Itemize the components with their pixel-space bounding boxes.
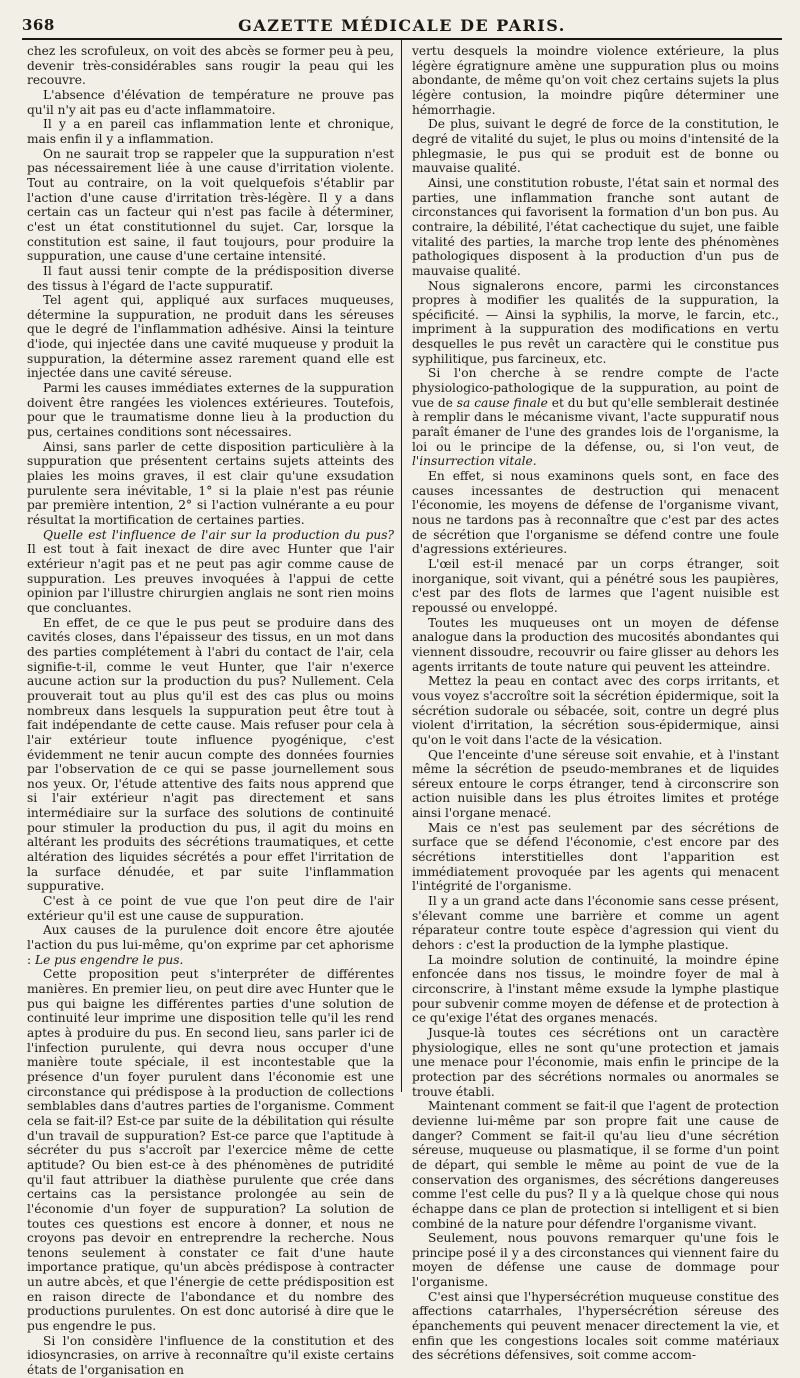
paragraph: Il y a en pareil cas inflammation lente et chronique, mais enfin il y a inflammation. [27,117,394,146]
paragraph: En effet, de ce que le pus peut se produire dans des cavités closes, dans l'épaisseur des tissus, en un mot dans des parties complétement à l'abri du contact de l'air, cela signifie-t-il, comme le veut Hunter, que l'air n'exerce aucune action sur la production du pus? Nullement. Cela prouverait tout au plus qu'il est des cas plus ou moins nombreux dans lesquels la suppuration peut être tout à fait indépendante de cette cause. Mais refuser pour cela à l'air extérieur toute influence pyogénique, c'est évidemment ne tenir aucun compte des données fournies par l'observation de ce qui se passe journellement sous nos yeux. Or, l'étude attentive des faits nous apprend que si l'air extérieur n'agit pas directement et sans intermédiaire sur la surface des solutions de continuité pour stimuler la production du pus, il agit du moins en altérant les produits des sécrétions traumatiques, et cette altération des liquides sécrétés a pour effet l'irritation de la surface dénudée, et par suite l'inflammation suppurative. [27,615,394,894]
paragraph: C'est à ce point de vue que l'on peut dire de l'air extérieur qu'il est une cause de suppuration. [27,894,394,923]
paragraph: vertu desquels la moindre violence extérieure, la plus légère égratignure amène une suppuration plus ou moins abondante, de même qu'on voit chez certains sujets la plus légère contusion, la moindre piqûre déterminer une hémorrhagie. [412,44,779,117]
paragraph: Tel agent qui, appliqué aux surfaces muqueuses, détermine la suppuration, ne produit dans les séreuses que le degré de l'inflammation adhésive. Ainsi la teinture d'iode, qui injectée dans une cavité muqueuse y produit la suppuration, la détermine assez rarement quand elle est injectée dans une cavité séreuse. [27,293,394,381]
paragraph: Seulement, nous pouvons remarquer qu'une fois le principe posé il y a des circonstances qui viennent faire du moyen de défense une cause de dommage pour l'organisme. [412,1231,779,1290]
paragraph: De plus, suivant le degré de force de la constitution, le degré de vitalité du sujet, le plus ou moins d'intensité de la phlegmasie, le pus qui se produit est de bonne ou mauvaise qualité. [412,117,779,176]
page-header [22,8,782,38]
paragraph: Jusque-là toutes ces sécrétions ont un caractère physiologique, elles ne sont qu'une protection et jamais une menace pour l'économie, mais enfin le principe de la protection par des sécrétions normales ou anormales se trouve établi. [412,1025,779,1099]
page-number: 368 [22,16,55,34]
paragraph: L'absence d'élévation de température ne prouve pas qu'il n'y ait pas eu d'acte inflammatoire. [27,87,394,117]
paragraph: L'œil est-il menacé par un corps étranger, soit inorganique, soit vivant, qui a pénétré sous les paupières, c'est par des flots de larmes que l'agent nuisible est repoussé ou enveloppé. [412,556,779,615]
paragraph: La moindre solution de continuité, la moindre épine enfoncée dans nos tissus, le moindre foyer de mal à circonscrire, à l'instant même exsude la lymphe plastique pour subvenir comme moyen de défense et de protection à ce qu'exige l'état des organes menacés. [412,952,779,1026]
left-column [27,44,394,1378]
paragraph: Si l'on considère l'influence de la constitution et des idiosyncrasies, on arrive à reconnaître qu'il existe certains états de l'organisation en [27,1333,394,1378]
paragraph: Il faut aussi tenir compte de la prédisposition diverse des tissus à l'égard de l'acte suppuratif. [27,263,394,293]
paragraph: Cette proposition peut s'interpréter de différentes manières. En premier lieu, on peut dire avec Hunter que le pus qui baigne les différentes parties d'une solution de continuité leur imprime une disposition telle qu'il les rend aptes à produire du pus. En second lieu, sans parler ici de l'infection purulente, qui devra nous occuper d'une manière toute spéciale, il est incontestable que la présence d'un foyer purulent dans l'économie est une circonstance qui prédispose à la production de collections semblables dans d'autres parties de l'organisme. Comment cela se fait-il? Est-ce par suite de la débilitation qui résulte d'un travail de suppuration? Est-ce parce que l'aptitude à sécréter du pus s'accroît par l'exercice même de cette aptitude? Ou bien est-ce à des phénomènes de putridité qu'il faut attribuer la diathèse purulente que crée dans certains cas la persistance prolongée au sein de l'économie d'un foyer de suppuration? La solution de toutes ces questions est encore à donner, et nous ne croyons pas devoir en entreprendre la recherche. Nous tenons seulement à constater ce fait d'une haute importance pratique, qu'un abcès prédispose à contracter un autre abcès, et que l'énergie de cette prédisposition est en raison directe de l'abondance et du nombre des productions purulentes. On est donc autorisé à dire que le pus engendre le pus. [27,967,394,1334]
paragraph: En effet, si nous examinons quels sont, en face des causes incessantes de destruction qui menacent l'économie, les moyens de défense de l'organisme vivant, nous ne tardons pas à reconnaître que c'est par des actes de sécrétion que l'organisme se défend contre une foule d'agressions extérieures. [412,469,779,557]
paragraph: Que l'enceinte d'une séreuse soit envahie, et à l'instant même la sécrétion de pseudo-membranes et de liquides séreux entoure le corps étranger, tend à circonscrire son action nuisible dans les plus étroites limites et protége ainsi l'organe menacé. [412,747,779,821]
paragraph: Quelle est l'influence de l'air sur la production du pus? Il est tout à fait inexact de dire avec Hunter que l'air extérieur n'agit pas et ne peut pas agir comme cause de suppuration. Les preuves invoquées à l'appui de cette opinion par l'illustre chirurgien anglais ne sont rien moins que concluantes. [27,527,394,615]
column-divider [401,40,402,1092]
paragraph: Maintenant comment se fait-il que l'agent de protection devienne lui-même par son propre fait une cause de danger? Comment se fait-il qu'au lieu d'une sécrétion séreuse, muqueuse ou plasmatique, il se forme d'un point de départ, qui semble le même au point de vue de la conservation des organismes, des sécrétions dangereuses comme l'est celle du pus? Il y a là quelque chose qui nous échappe dans ce plan de protection si intelligent et si bien combiné de la nature pour défendre l'organisme vivant. [412,1099,779,1231]
right-column [412,44,779,1363]
paragraph: Toutes les muqueuses ont un moyen de défense analogue dans la production des mucosités abondantes qui viennent dissoudre, recouvrir ou faire glisser au dehors les agents irritants de toute nature qui peuvent les atteindre. [412,615,779,674]
paragraph: Mais ce n'est pas seulement par des sécrétions de surface que se défend l'économie, c'est encore par des sécrétions interstitielles dont l'apparition est immédiatement provoquée par les agents qui menacent l'intégrité de l'organisme. [412,820,779,894]
paragraph: Si l'on cherche à se rendre compte de l'acte physiologico-pathologique de la suppuration, au point de vue de sa cause finale et du but qu'elle semblerait destinée à remplir dans le mécanisme vivant, l'acte suppuratif nous paraît émaner de l'une des grandes lois de l'organisme, la loi ou le principe de la défense, ou, si l'on veut, de l'insurrection vitale. [412,366,779,469]
header-rule [22,38,782,40]
paragraph: chez les scrofuleux, on voit des abcès se former peu à peu, devenir très-considérables sans rougir la peau qui les recouvre. [27,44,394,88]
paragraph: Parmi les causes immédiates externes de la suppuration doivent être rangées les violences extérieures. Toutefois, pour que le traumatisme donne lieu à la production du pus, certaines conditions sont nécessaires. [27,381,394,440]
paragraph: Ainsi, sans parler de cette disposition particulière à la suppuration que présentent certains sujets atteints des plaies les moins graves, il est clair qu'une exsudation purulente sera inévitable, 1° si la plaie n'est pas réunie par première intention, 2° si l'action vulnérante a eu pour résultat la mortification de certaines parties. [27,439,394,527]
paragraph: Nous signalerons encore, parmi les circonstances propres à modifier les qualités de la suppuration, la spécificité. — Ainsi la syphilis, la morve, le farcin, etc., impriment à la suppuration des modifications en vertu desquelles le pus revêt un caractère qui le constitue pus syphilitique, pus farcineux, etc. [412,278,779,366]
paragraph: Mettez la peau en contact avec des corps irritants, et vous voyez s'accroître soit la sécrétion épidermique, soit la sécrétion sudorale ou sébacée, soit, contre un degré plus violent d'irritation, la sécrétion sous-épidermique, ainsi qu'on le voit dans l'acte de la vésication. [412,674,779,747]
paragraph: On ne saurait trop se rappeler que la suppuration n'est pas nécessairement liée à une cause d'irritation violente. Tout au contraire, on la voit quelquefois s'établir par l'action d'une cause d'irritation très-légère. Il y a dans certain cas un facteur qui n'est pas facile à déterminer, c'est un état constitutionnel du sujet. Car, lorsque la constitution est saine, il faut toujours, pour produire la suppuration, une cause d'une certaine intensité. [27,146,394,264]
paragraph: Aux causes de la purulence doit encore être ajoutée l'action du pus lui-même, qu'on exprime par cet aphorisme : Le pus engendre le pus. [27,923,394,967]
paragraph: Ainsi, une constitution robuste, l'état sain et normal des parties, une inflammation franche sont autant de circonstances qui favorisent la formation d'un bon pus. Au contraire, la débilité, l'état cachectique du sujet, une faible vitalité des parties, la marche trop lente des phénomènes pathologiques disposent à la production d'un pus de mauvaise qualité. [412,175,779,278]
paragraph: C'est ainsi que l'hypersécrétion muqueuse constitue des affections catarrhales, l'hypersécrétion séreuse des épanchements qui peuvent menacer directement la vie, et enfin que les congestions locales soit comme matériaux des sécrétions défensives, soit comme accom- [412,1289,779,1363]
paragraph: Il y a un grand acte dans l'économie sans cesse présent, s'élevant comme une barrière et comme un agent réparateur contre toute espèce d'agression qui vient du dehors : c'est la production de la lymphe plastique. [412,894,779,953]
journal-title: GAZETTE MÉDICALE DE PARIS. [238,16,566,35]
